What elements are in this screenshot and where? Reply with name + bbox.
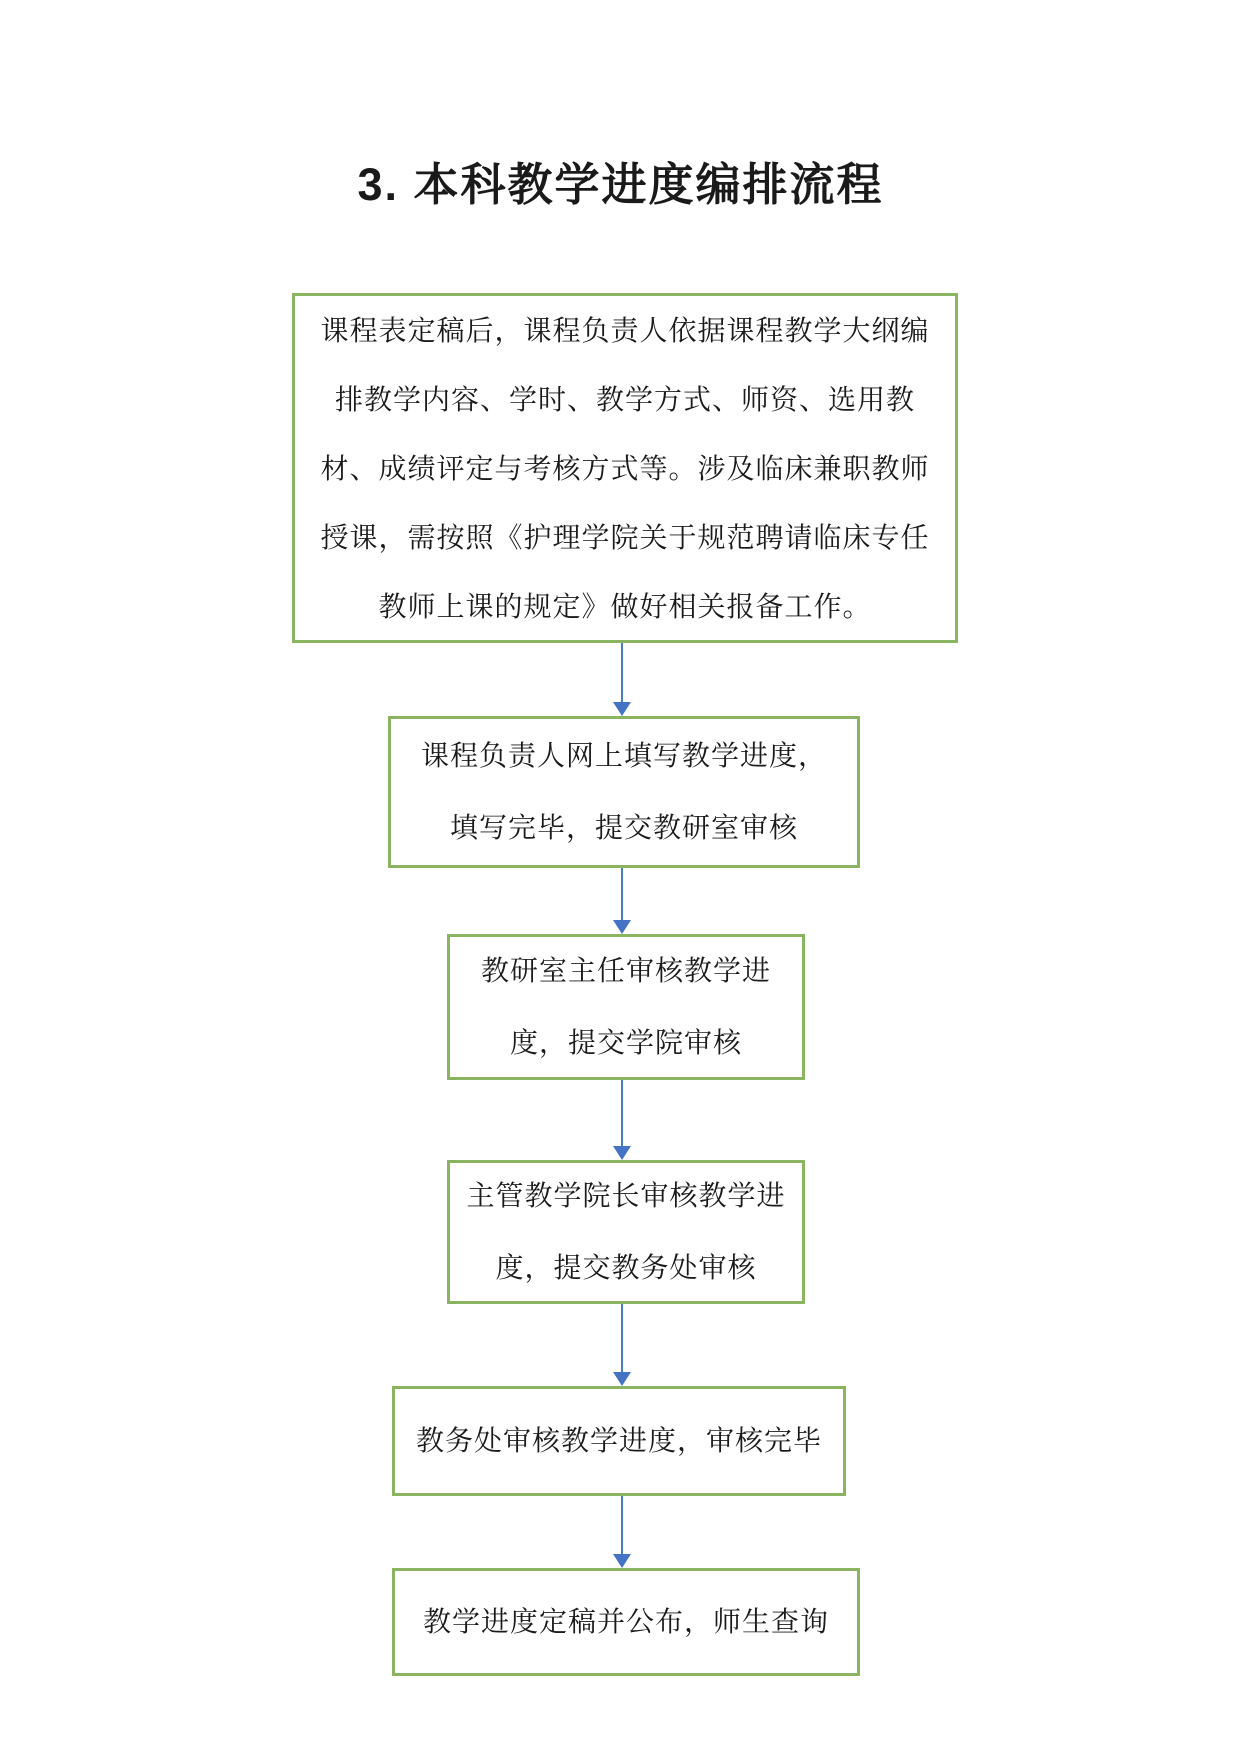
arrow-line (621, 868, 623, 921)
flow-node-text-line: 度，提交学院审核 (509, 1027, 742, 1058)
flow-node-academic-affairs-review (392, 1386, 846, 1496)
flow-node-text-line: 教学进度定稿并公布，师生查询 (422, 1606, 829, 1637)
flow-arrow-1 (612, 643, 632, 716)
flow-arrow-2 (612, 868, 632, 934)
flow-arrow-3 (612, 1080, 632, 1160)
down-arrow-icon (613, 1146, 631, 1160)
flow-node-teaching-office-director-review (447, 934, 805, 1080)
arrow-line (621, 643, 623, 703)
flow-node-fill-progress-online (388, 716, 860, 868)
flow-node-text-line: 度，提交教务处审核 (495, 1252, 757, 1283)
flow-node-text-line: 授课，需按照《护理学院关于规范聘请临床专任 (320, 521, 930, 553)
flow-node-text-line: 课程表定稿后，课程负责人依据课程教学大纲编 (320, 314, 930, 346)
flow-node-text-line: 课程负责人网上填写教学进度， (420, 740, 827, 771)
flow-arrow-5 (612, 1496, 632, 1568)
flow-node-publish-progress (392, 1568, 860, 1676)
arrow-line (621, 1496, 623, 1555)
arrow-line (621, 1304, 623, 1373)
down-arrow-icon (613, 1372, 631, 1386)
flow-node-text-line: 排教学内容、学时、教学方式、师资、选用教 (334, 383, 915, 415)
page-title: 3. 本科教学进度编排流程 (357, 159, 884, 210)
flow-node-dean-review (447, 1160, 805, 1304)
down-arrow-icon (613, 920, 631, 934)
down-arrow-icon (613, 1554, 631, 1568)
flow-node-text-line: 材、成绩评定与考核方式等。涉及临床兼职教师 (320, 452, 930, 484)
flow-node-prepare-teaching-plan (292, 293, 958, 643)
flow-node-text-line: 填写完毕，提交教研室审核 (449, 812, 798, 843)
flow-node-text-line: 主管教学院长审核教学进 (466, 1180, 786, 1211)
down-arrow-icon (613, 702, 631, 716)
arrow-line (621, 1080, 623, 1147)
flow-node-text-line: 教务处审核教学进度，审核完毕 (415, 1425, 822, 1456)
flow-arrow-4 (612, 1304, 632, 1386)
flow-node-text-line: 教师上课的规定》做好相关报备工作。 (378, 590, 872, 622)
flow-node-text-line: 教研室主任审核教学进 (480, 955, 771, 986)
